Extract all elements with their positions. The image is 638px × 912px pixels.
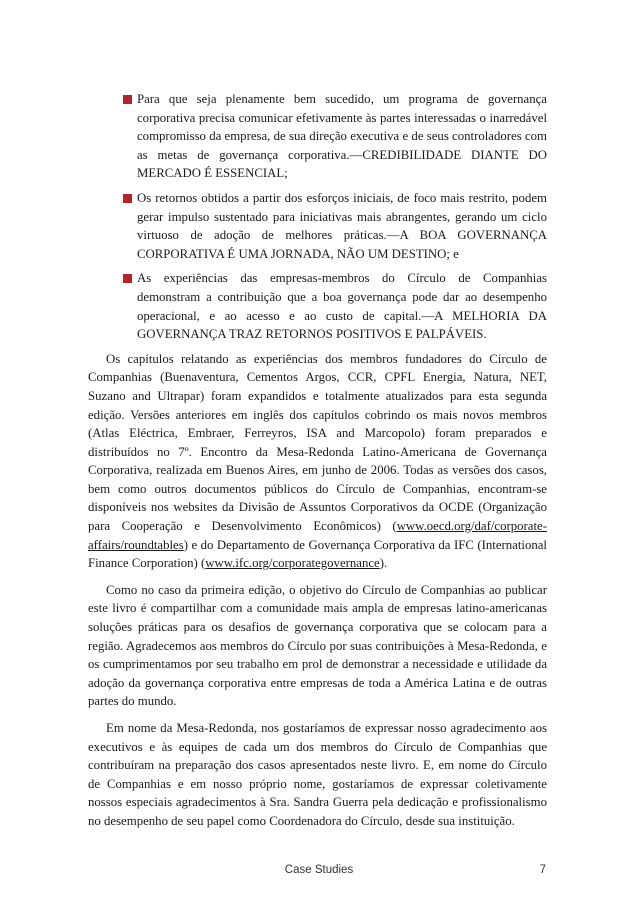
red-square-bullet-icon [123,194,132,203]
footer-section-label: Case Studies [284,864,354,876]
page-content [88,90,547,831]
oecd-link[interactable]: www.oecd.org/daf/corporate-affairs/roundtables [88,519,547,552]
red-square-bullet-icon [123,274,132,283]
ifc-link[interactable]: www.ifc.org/corporategovernance [205,556,380,571]
bullet-text: Para que seja plenamente bem sucedido, um programa de governança corporativa precisa comunicar efetivamente às partes interessadas o inarredável compromisso da empresa, de sua direção executiva e de seus controladores com as metas de governança corporativa.—CREDIBILIDADE DIANTE DO MERCADO É ESSENCIAL; [137,92,547,181]
red-square-bullet-icon [123,95,132,104]
bullet-item [88,189,547,263]
bullet-list [88,90,547,344]
bullet-text: Os retornos obtidos a partir dos esforços iniciais, de foco mais restrito, podem gerar impulso sustentado para iniciativas mais abrangentes, gerando um ciclo virtuoso de adoção de melhores práticas.—A BOA GOVERNANÇA CORPORATIVA É UMA JORNADA, NÃO UM DESTINO; e [137,190,547,261]
paragraph-text: Os capítulos relatando as experiências dos membros fundadores do Círculo de Companhias (Buenaventura, Cementos Argos, CCR, CPFL Energia, Natura, NET, Suzano and Ultrapar) foram expandidos e totalmente atualizados para esta segunda edição. Versões anteriores em inglês dos capítulos cobrindo os mais novos membros (Atlas Eléctrica, Embraer, Ferreyros, ISA and Marcopolo) foram preparados e distribuídos no 7º. Encontro da Mesa-Redonda Latino-Americana de Governança Corporativa, realizada em Buenos Aires, em junho de 2006. Todas as versões dos casos, bem como outros documentos públicos do Círculo de Companhias, encontram-se disponíveis nos websites da Divisão de Assuntos Corporativos da OCDE (Organização para Cooperação e Desenvolvimento Econômicos) ( [88,351,547,534]
paragraph-acknowledgements: Em nome da Mesa-Redonda, nos gostaríamos de expressar nosso agradecimento aos executivos e às equipes de cada um dos membros do Círculo de Companhias que contribuíram na preparação dos casos apresentados neste livro. E, em nome do Círculo de Companhias e em nosso próprio nome, gostaríamos de expressar coletivamente nossos especiais agradecimentos à Sra. Sandra Guerra pela dedicação e profissionalismo no desempenho de seu papel como Coordenadora do Círculo, desde sua instituição. [88,721,547,828]
paragraph-text: ) e do Departamento de Governança Corporativa da IFC (International Finance Corporation) ( [88,537,547,571]
footer-page-number: 7 [539,864,546,876]
paragraph-case-chapters [88,350,547,573]
bullet-item [88,90,547,183]
paragraph-text: ). [379,556,388,571]
bullet-item [88,269,547,343]
bullet-text: As experiências das empresas-membros do Círculo de Companhias demonstram a contribuição que a boa governança pode dar ao desempenho operacional, e ao acesso e ao custo de capital.—A MELHORIA DA GOVERNANÇA TRAZ RETORNOS POSITIVOS E PALPÁVEIS. [137,271,547,342]
paragraph-objective: Como no caso da primeira edição, o objetivo do Círculo de Companhias ao publicar este livro é compartilhar com a comunidade mais ampla de empresas latino-americanas soluções práticas para os desafios de governança corporativa que se colocam para a região. Agradecemos aos membros do Círculo por suas contribuições à Mesa-Redonda, e os cumprimentamos por seu trabalho em prol de demonstrar a necessidade e utilidade da adoção da governança corporativa entre empresas de toda a América Latina e de outras partes do mundo. [88,582,547,709]
